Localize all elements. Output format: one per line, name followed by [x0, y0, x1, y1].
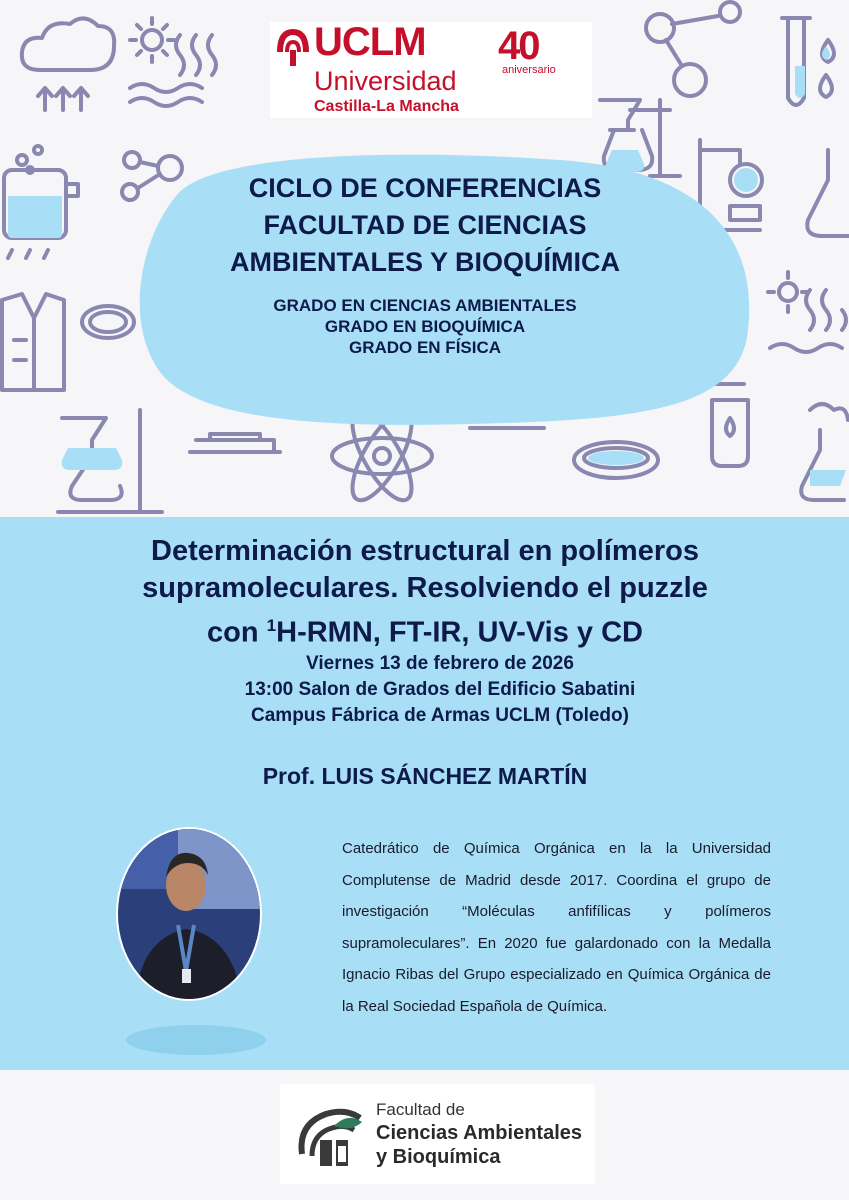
faculty-name-line: Facultad de: [376, 1100, 465, 1119]
wave-line-right: [770, 344, 842, 352]
uclm-logo[interactable]: [270, 22, 592, 118]
cycle-title-line: FACULTAD DE CIENCIAS: [263, 210, 587, 240]
photo-shadow: [126, 1025, 266, 1055]
degree-item: GRADO EN BIOQUÍMICA: [324, 317, 526, 336]
talk-title-line: [90, 607, 760, 652]
cycle-block: [120, 170, 730, 358]
talk-title-line: Determinación estructural en polímeros: [151, 535, 699, 567]
degree-list: [120, 295, 730, 358]
gas-cylinder-icon: [712, 384, 748, 466]
talk-title-suffix: H-RMN, FT-IR, UV-Vis y CD: [276, 616, 643, 649]
speaker-photo: [116, 827, 262, 1001]
degree-item: GRADO EN CIENCIAS AMBIENTALES: [273, 296, 577, 315]
anniversary-label: aniversario: [502, 64, 556, 76]
cycle-title-line: CICLO DE CONFERENCIAS: [248, 173, 602, 203]
header-section: [0, 0, 849, 517]
university-region: Castilla-La Mancha: [314, 98, 459, 115]
lab-coat-icon: [2, 294, 64, 390]
balance-icon: [190, 434, 280, 452]
speaker-bio: Catedrático de Química Orgánica en la la Universidad Complutense de Madrid desde 2017. Coordina el grupo de investigación “Moléculas anfifílicas y polímeros supramoleculares”. En 2020 fue galardonado con la Medalla Ignacio Ribas del Grupo especializado en Química Orgánica de la Real Sociedad Española de Química.: [342, 840, 771, 1015]
speaker-portrait-icon: [118, 829, 260, 999]
sun-icon: [130, 18, 174, 62]
talk-section: [0, 517, 849, 1070]
faculty-logo[interactable]: [280, 1084, 595, 1184]
talk-title: [90, 533, 760, 652]
event-campus: Campus Fábrica de Armas UCLM (Toledo): [251, 705, 629, 726]
heat-waves-icon: [176, 35, 216, 75]
water-waves-icon: [130, 84, 202, 106]
drip-icon: [8, 250, 48, 258]
cycle-title-line: AMBIENTALES Y BIOQUÍMICA: [229, 247, 621, 277]
event-time-place: 13:00 Salon de Grados del Edificio Sabatini: [244, 679, 636, 700]
event-date: Viernes 13 de febrero de 2026: [306, 653, 574, 674]
degree-item: GRADO EN FÍSICA: [348, 338, 502, 357]
faculty-emblem-icon: [294, 1104, 364, 1170]
faculty-name-line: Ciencias Ambientales: [376, 1122, 583, 1144]
sun-icon-right: [768, 272, 808, 312]
speaker-name: Prof. LUIS SÁNCHEZ MARTÍN: [262, 763, 588, 789]
talk-title-prefix: con: [207, 616, 267, 649]
event-info: [150, 651, 730, 729]
talk-title-line: supramoleculares. Resolviendo el puzzle: [142, 572, 708, 604]
erlenmeyer-flask-icon: [807, 150, 849, 236]
talk-title-superscript: 1: [266, 616, 277, 635]
heat-waves-icon-right: [806, 290, 846, 330]
anniversary-number: 40: [498, 24, 539, 68]
rain-cloud-icon: [22, 18, 114, 110]
footer: [0, 1070, 849, 1200]
uclm-brand: UCLM: [314, 20, 426, 64]
uclm-mark-icon: [276, 28, 310, 68]
cycle-title: [120, 170, 730, 281]
molecule-icon: [646, 2, 740, 96]
university-name: Universidad: [314, 66, 457, 96]
faculty-name-line: y Bioquímica: [376, 1146, 501, 1168]
